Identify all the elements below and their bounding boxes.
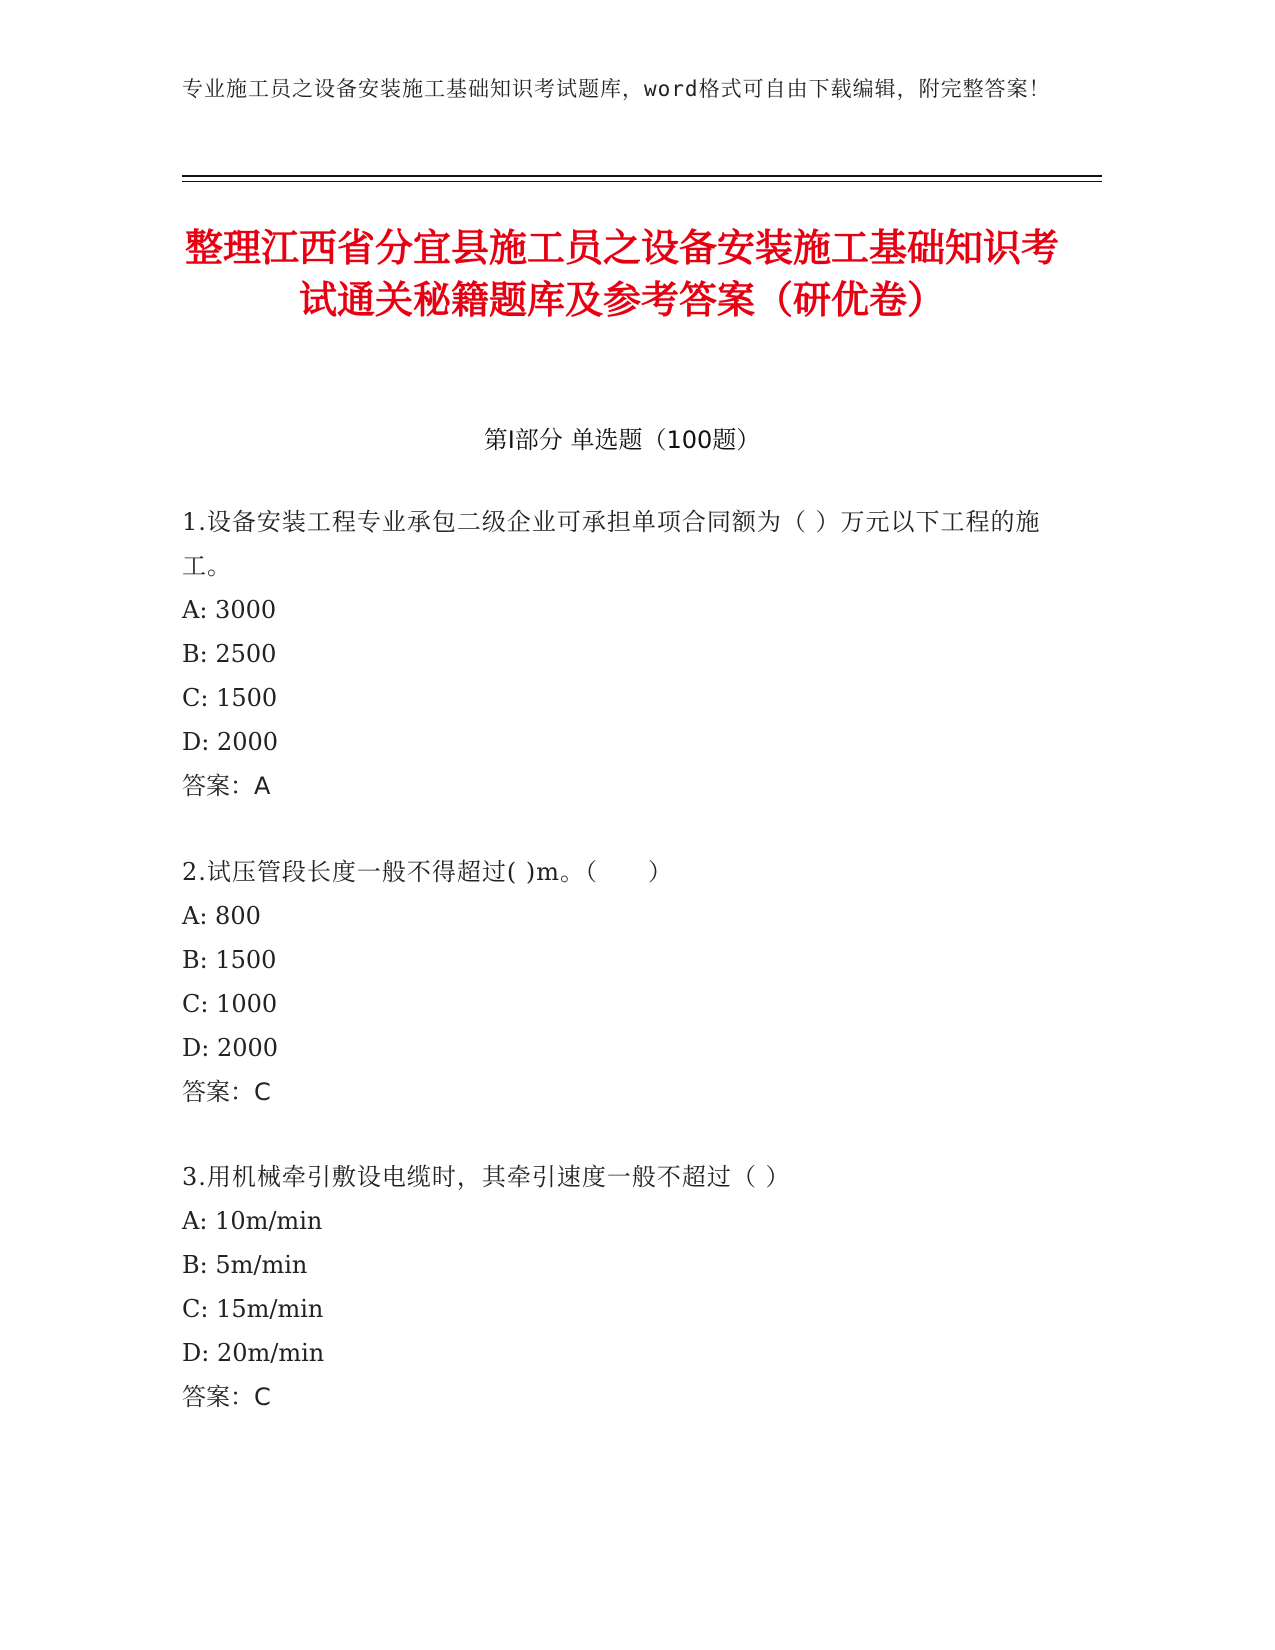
answer: 答案：A [182, 772, 271, 800]
header-note: 专业施工员之设备安装施工基础知识考试题库，word格式可自由下载编辑，附完整答案！ [182, 77, 1051, 101]
option-c: C: 15m/min [182, 1295, 324, 1323]
answer: 答案：C [182, 1383, 271, 1411]
option-a: A: 800 [182, 902, 261, 930]
option-d: D: 20m/min [182, 1339, 325, 1367]
question-2 [182, 850, 1062, 1114]
question-stem: 3.用机械牵引敷设电缆时，其牵引速度一般不超过（ ） [182, 1163, 791, 1191]
question-1 [182, 500, 1062, 808]
option-b: B: 5m/min [182, 1251, 308, 1279]
option-b: B: 2500 [182, 640, 277, 668]
section-heading: 第I部分 单选题（100题） [483, 426, 761, 454]
option-c: C: 1500 [182, 684, 278, 712]
header-divider-thick [182, 175, 1102, 177]
header-divider-thin [182, 181, 1102, 182]
option-a: A: 3000 [182, 596, 277, 624]
option-c: C: 1000 [182, 990, 278, 1018]
option-d: D: 2000 [182, 728, 279, 756]
option-d: D: 2000 [182, 1034, 279, 1062]
question-3 [182, 1155, 1062, 1419]
option-b: B: 1500 [182, 946, 277, 974]
question-stem: 1.设备安装工程专业承包二级企业可承担单项合同额为（ ）万元以下工程的施工。 [182, 508, 1041, 580]
question-stem: 2.试压管段长度一般不得超过( )m。（ ） [182, 858, 674, 886]
answer: 答案：C [182, 1078, 271, 1106]
option-a: A: 10m/min [182, 1207, 323, 1235]
document-title: 整理江西省分宜县施工员之设备安装施工基础知识考试通关秘籍题库及参考答案（研优卷） [184, 226, 1059, 322]
